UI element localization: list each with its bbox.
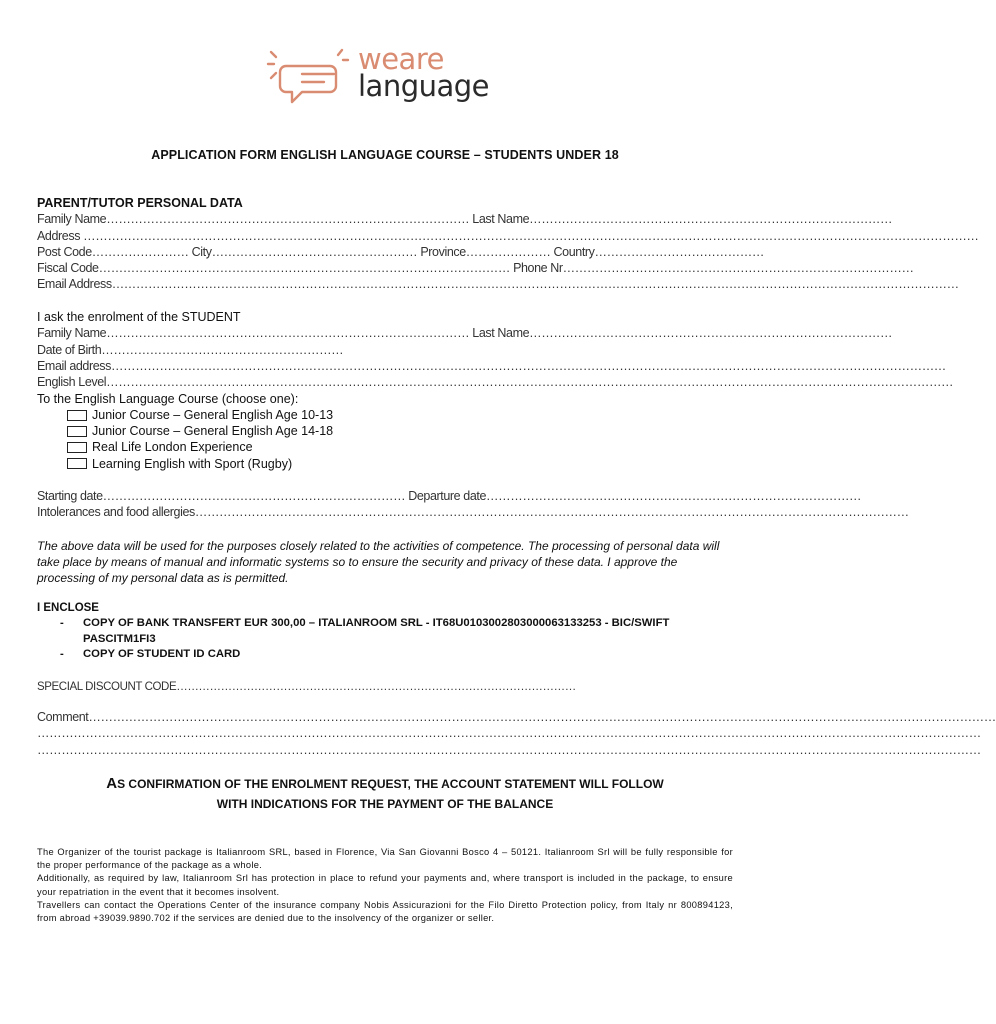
confirmation-line-2: WITH INDICATIONS FOR THE PAYMENT OF THE BALANCE	[216, 797, 554, 811]
logo	[262, 44, 512, 110]
enclose-item-text: COPY OF STUDENT ID CARD	[83, 648, 241, 661]
starting-date-field[interactable]: Starting date………………………………………………………………… Departure date…………………………………………………………………………………	[37, 489, 862, 503]
parent-address-field[interactable]: Address ……………………………………………………………………………………………………………………………………………………………………………………………………	[37, 228, 979, 243]
enclose-item: - COPY OF BANK TRANSFERT EUR 300,00 – ITALIANROOM SRL - IT68U0103002803000063133253 - BIC/SWIFT PASCITM1FI3	[37, 616, 737, 647]
discount-code-field[interactable]: SPECIAL DISCOUNT CODE………………………………………………………………………………………………	[37, 681, 576, 693]
personal-data-section	[37, 195, 979, 472]
parent-family-name-field[interactable]: Family Name……………………………………………………………………………… Last Name………………………………………………………………………………	[37, 212, 893, 227]
footer-legal	[37, 846, 733, 925]
checkbox[interactable]	[67, 442, 87, 453]
comment-field-line-3[interactable]: ………………………………………………………………………………………………………………………………………………………………………………………………………………	[37, 742, 981, 757]
student-dob-field[interactable]: Date of Birth……………………………………………………	[37, 342, 344, 357]
course-option[interactable]	[67, 439, 737, 455]
student-level-field[interactable]: English Level…………………………………………………………………………………………………………………………………………………………………………………………	[37, 375, 954, 390]
confirmation-line-1	[0, 775, 770, 792]
discount-section	[37, 679, 737, 695]
logo-line-language: language	[358, 69, 490, 103]
student-family-name-field[interactable]: Family Name……………………………………………………………………………… Last Name………………………………………………………………………………	[37, 326, 893, 341]
student-email-field[interactable]: Email address………………………………………………………………………………………………………………………………………………………………………………………	[37, 358, 946, 373]
course-option-label: Real Life London Experience	[92, 440, 253, 455]
logo-line-weare: weare	[358, 42, 444, 76]
course-option-label: Learning English with Sport (Rugby)	[92, 456, 293, 471]
comment-section	[37, 709, 996, 758]
course-prompt: To the English Language Course (choose one):	[37, 391, 299, 406]
speech-bubbles-icon	[262, 44, 354, 110]
enclose-item: - COPY OF STUDENT ID CARD	[37, 647, 737, 663]
footer-paragraph-1: The Organizer of the tourist package is Italianroom SRL, based in Florence, Via San Giovanni Bosco 4 – 50121. Italianroom Srl will be fully responsible for the proper performance of the package as a whole.	[37, 847, 733, 871]
enclose-section	[37, 600, 737, 663]
parent-heading: PARENT/TUTOR PERSONAL DATA	[37, 196, 243, 210]
parent-fiscal-code-field[interactable]: Fiscal Code………………………………………………………………………………………… Phone Nr……………………………………………………………………………	[37, 261, 914, 276]
course-option-label: Junior Course – General English Age 14-18	[92, 424, 334, 439]
student-intro: I ask the enrolment of the STUDENT	[37, 310, 241, 325]
course-option[interactable]	[67, 423, 737, 439]
logo-wordmark	[358, 42, 490, 103]
checkbox[interactable]	[67, 458, 87, 469]
comment-field-line-1[interactable]: Comment………………………………………………………………………………………………………………………………………………………………………………………………………	[37, 710, 996, 724]
confirmation-text: S CONFIRMATION OF THE ENROLMENT REQUEST, THE ACCOUNT STATEMENT WILL FOLLOW	[117, 777, 664, 791]
course-option-label: Junior Course – General English Age 10-13	[92, 407, 334, 422]
intolerances-field[interactable]: Intolerances and food allergies……………………………………………………………………………………………………………………………………………………………	[37, 505, 909, 520]
course-option[interactable]	[67, 456, 737, 472]
privacy-statement: The above data will be used for the purposes closely related to the activities of competence. The processing of personal data will take place by means of manual and informatic systems so to ensure the security and privacy of these data. I approve the processing of my personal data as is permitted.	[37, 539, 720, 585]
footer-paragraph-2: Additionally, as required by law, Italianroom Srl has protection in place to refund your payments and, where transport is included in the package, to ensure your repatriation in the event that it becomes insolvent.	[37, 873, 733, 897]
checkbox[interactable]	[67, 410, 87, 421]
parent-email-field[interactable]: Email Address…………………………………………………………………………………………………………………………………………………………………………………………	[37, 277, 959, 292]
checkbox[interactable]	[67, 426, 87, 437]
confirmation-initial: A	[106, 775, 118, 792]
form-title: APPLICATION FORM ENGLISH LANGUAGE COURSE – STUDENTS UNDER 18	[151, 148, 619, 162]
spacer	[37, 293, 737, 309]
enclose-item-text: COPY OF BANK TRANSFERT EUR 300,00 – ITALIANROOM SRL - IT68U0103002803000063133253 - BIC/SWIFT PASCITM1FI3	[83, 617, 670, 645]
parent-post-code-field[interactable]: Post Code…………………… City…………………………………………… Province………………… Country……………………………………	[37, 244, 764, 259]
course-option[interactable]	[67, 407, 737, 423]
enclose-heading: I ENCLOSE	[37, 602, 99, 614]
dates-section	[37, 488, 909, 521]
footer-paragraph-3: Travellers can contact the Operations Center of the insurance company Nobis Assicurazioni for the Filo Diretto Protection policy, from Italy nr 800894123, from abroad +39039.9890.702 if the services are denied due to the insolvency of the organizer or seller.	[37, 899, 733, 924]
comment-field-line-2[interactable]: ………………………………………………………………………………………………………………………………………………………………………………………………………………	[37, 726, 981, 741]
